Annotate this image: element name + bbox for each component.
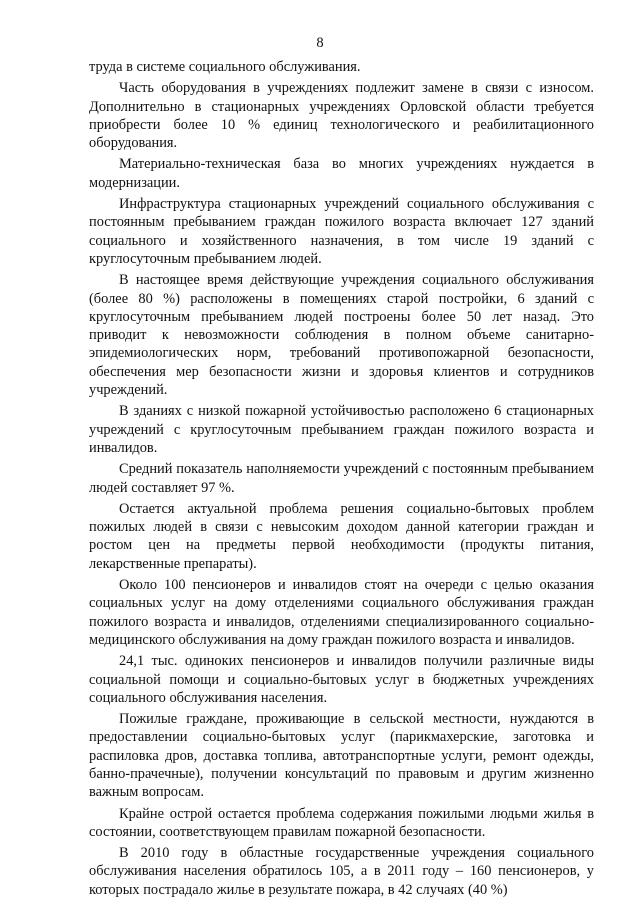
document-body bbox=[89, 58, 594, 902]
paragraph-12: Крайне острой остается проблема содержания пожилыми людьми жилья в состоянии, соответствующем правилам пожарной безопасности. bbox=[89, 805, 594, 840]
paragraph-10: 24,1 тыс. одиноких пенсионеров и инвалидов получили различные виды социальной помощи и социально-бытовых услуг в бюджетных учреждениях социального обслуживания населения. bbox=[89, 653, 594, 706]
paragraph-7: Средний показатель наполняемости учреждений с постоянным пребыванием людей составляет 97 %. bbox=[89, 461, 594, 496]
paragraph-1: труда в системе социального обслуживания. bbox=[89, 59, 361, 75]
page-number: 8 bbox=[316, 35, 324, 51]
paragraph-2: Часть оборудования в учреждениях подлежит замене в связи с износом. Дополнительно в стационарных учреждениях Орловской области требуется приобрести более 10 % единиц технологического и реабилитационного оборудования. bbox=[89, 80, 594, 152]
paragraph-4: Инфраструктура стационарных учреждений социального обслуживания с постоянным пребыванием граждан пожилого возраста включает 127 зданий социального и хозяйственного назначения, в том числе 19 зданий с круглосуточным пребыванием людей. bbox=[89, 196, 594, 267]
paragraph-3: Материально-техническая база во многих учреждениях нуждается в модернизации. bbox=[89, 156, 594, 191]
paragraph-11: Пожилые граждане, проживающие в сельской местности, нуждаются в предоставлении социально-бытовых услуг (парикмахерские, заготовка и распиловка дров, доставка топлива, автотранспортные услуги, ремонт одежды, банно-прачечные), получении консультаций по правовым и другим жизненно важным вопросам. bbox=[89, 711, 594, 801]
paragraph-6: В зданиях с низкой пожарной устойчивостью расположено 6 стационарных учреждений с круглосуточным пребыванием граждан пожилого возраста и инвалидов. bbox=[89, 403, 594, 456]
paragraph-8: Остается актуальной проблема решения социально-бытовых проблем пожилых людей в связи с невысоким доходом данной категории граждан и ростом цен на предметы первой необходимости (продукты питания, лекарственные препараты). bbox=[89, 500, 594, 572]
paragraph-13: В 2010 году в областные государственные учреждения социального обслуживания населения обратилось 105, а в 2011 году – 160 пенсионеров, у которых пострадало жилье в результате пожара, в 42 случаях (40 %) bbox=[89, 845, 594, 898]
paragraph-5: В настоящее время действующие учреждения социального обслуживания (более 80 %) расположены в помещениях старой постройки, 6 зданий с круглосуточным пребыванием людей построены более 50 лет назад. Это приводит к невозможности соблюдения в полном объеме санитарно-эпидемиологических норм, требований противопожарной безопасности, обеспечения мер безопасности жизни и здоровья клиентов и сотрудников учреждений. bbox=[89, 272, 594, 399]
paragraph-9: Около 100 пенсионеров и инвалидов стоят на очереди с целью оказания социальных услуг на дому отделениями социального обслуживания граждан пожилого возраста и инвалидов, отделениями специализированного социально-медицинского обслуживания на дому граждан пожилого возраста и инвалидов. bbox=[89, 577, 594, 648]
